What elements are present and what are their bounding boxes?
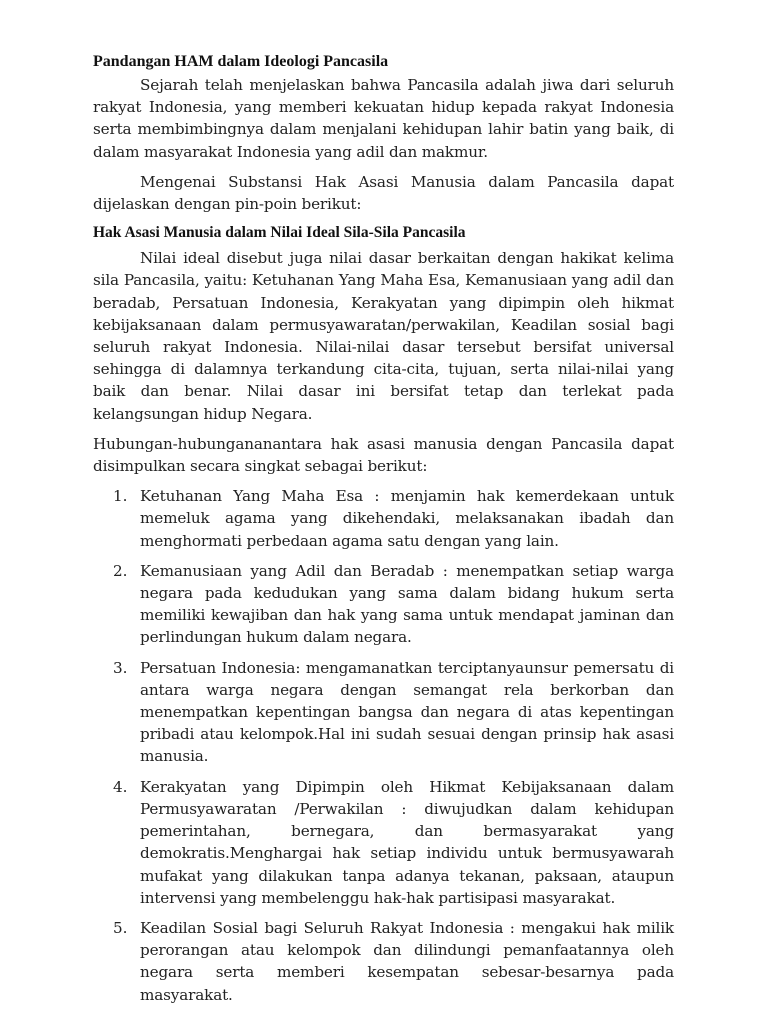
list-item-text: Kerakyatan yang Dipimpin oleh Hikmat Kebijaksanaan dalam Permusyawaratan /Perwakilan : diwujudkan dalam kehidupan pemerintahan, bernegara, dan bermasyarakat yang demokratis.Menghargai hak setiap individu untuk bermusyawarah mufakat yang dilakukan tanpa adanya tekanan, paksaan, ataupun intervensi yang membelenggu hak-hak partisipasi masyarakat.: [140, 777, 674, 907]
list-item-number: 3.: [113, 658, 128, 677]
list-item-text: Persatuan Indonesia: mengamanatkan terciptanyaunsur pemersatu di antara warga negara dengan semangat rela berkorban dan menempatkan kepentingan bangsa dan negara di atas kepentingan pribadi atau kelompok.Hal ini sudah sesuai dengan prinsip hak asasi manusia.: [140, 658, 674, 766]
list-item: [93, 776, 674, 909]
list-item-number: 5.: [113, 918, 128, 937]
section-heading: Hak Asasi Manusia dalam Nilai Ideal Sila-Sila Pancasila: [93, 224, 466, 242]
intro-paragraph: Sejarah telah menjelaskan bahwa Pancasila adalah jiwa dari seluruh rakyat Indonesia, yang memberi kekuatan hidup kepada rakyat Indonesia serta membimbingnya dalam menjalani kehidupan lahir batin yang baik, di dalam masyarakat Indonesia yang adil dan makmur.: [93, 76, 674, 161]
section-paragraph: Nilai ideal disebut juga nilai dasar berkaitan dengan hakikat kelima sila Pancasila, yaitu: Ketuhanan Yang Maha Esa, Kemanusiaan yang adil dan beradab, Persatuan Indonesia, Kerakyatan yang dipimpin oleh hikmat kebijaksanaan dalam permusyawaratan/perwakilan, Keadilan sosial bagi seluruh rakyat Indonesia. Nilai-nilai dasar tersebut bersifat universal sehingga di dalamnya terkandung cita-cita, tujuan, serta nilai-nilai yang baik dan benar. Nilai dasar ini bersifat tetap dan terlekat pada kelangsungan hidup Negara.: [93, 249, 674, 423]
list-item: [93, 485, 674, 552]
list-item-text: Keadilan Sosial bagi Seluruh Rakyat Indonesia : mengakui hak milik perorangan atau kelompok dan dilindungi pemanfaatannya oleh negara serta memberi kesempatan sebesar-besarnya pada masyarakat.: [140, 918, 674, 1004]
principles-list: [93, 485, 674, 1005]
list-item: [93, 560, 674, 649]
list-item-number: 4.: [113, 777, 128, 796]
intro-paragraph: Mengenai Substansi Hak Asasi Manusia dalam Pancasila dapat dijelaskan dengan pin-poin berikut:: [93, 172, 674, 214]
document-title: Pandangan HAM dalam Ideologi Pancasila: [93, 53, 389, 70]
list-item-text: Ketuhanan Yang Maha Esa : menjamin hak kemerdekaan untuk memeluk agama yang dikehendaki, melaksanakan ibadah dan menghormati perbedaan agama satu dengan yang lain.: [140, 487, 674, 550]
list-item-number: 1.: [113, 487, 128, 506]
list-item-number: 2.: [113, 561, 128, 580]
list-item-text: Kemanusiaan yang Adil dan Beradab : menempatkan setiap warga negara pada kedudukan yang sama dalam bidang hukum serta memiliki kewajiban dan hak yang sama untuk mendapat jaminan dan perlindungan hukum dalam negara.: [140, 561, 674, 647]
summary-intro: Hubungan-hubungananantara hak asasi manusia dengan Pancasila dapat disimpulkan secara singkat sebagai berikut:: [93, 434, 674, 476]
list-item: [93, 917, 674, 1006]
document-page: [93, 52, 674, 1014]
list-item: [93, 657, 674, 768]
